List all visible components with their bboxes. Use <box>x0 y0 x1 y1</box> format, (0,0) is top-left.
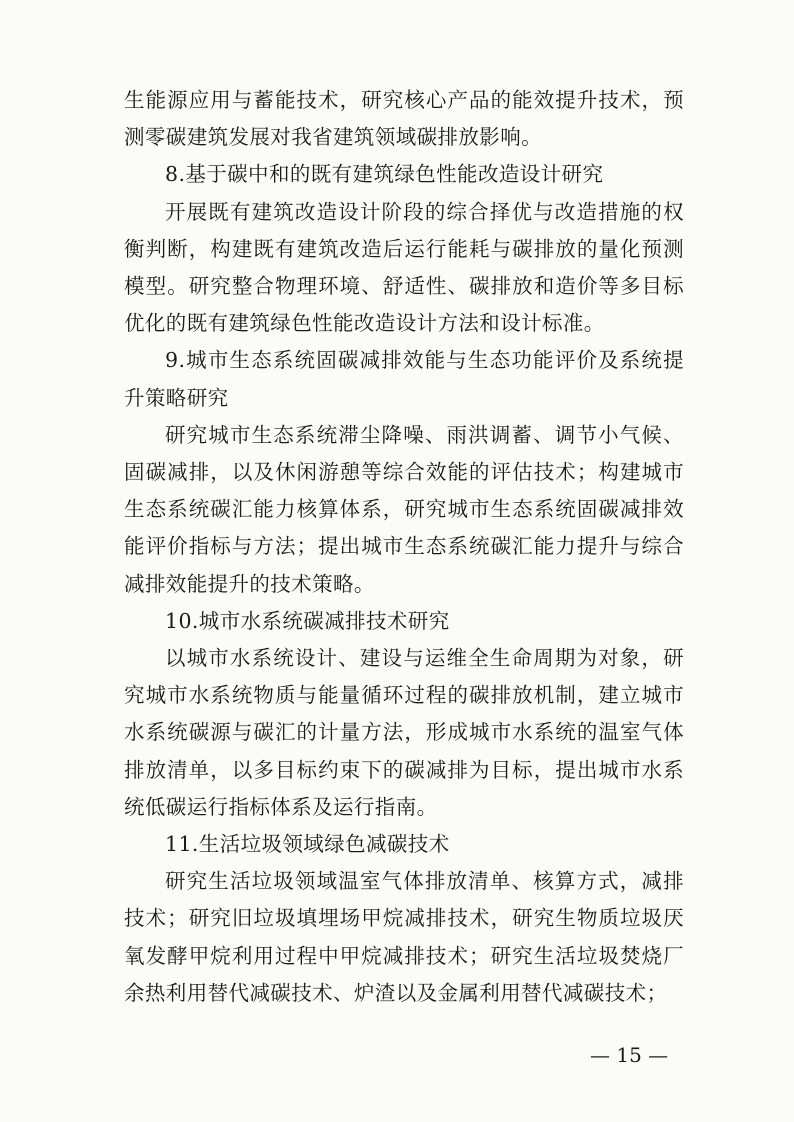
section-heading-8: 8.基于碳中和的既有建筑绿色性能改造设计研究 <box>165 162 604 187</box>
section-heading-11: 11.生活垃圾领域绿色减碳技术 <box>165 832 450 857</box>
paragraph-section-10: 以城市水系统设计、建设与运维全生命周期为对象，研究城市水系统物质与能量循环过程的碳排放机制，建立城市水系统碳源与碳汇的计量方法，形成城市水系统的温室气体排放清单，以多目标约束下的碳减排为目标，提出城市水系统低碳运行指标体系及运行指南。 <box>124 646 684 819</box>
section-heading-10: 10.城市水系统碳减排技术研究 <box>165 608 450 633</box>
section-heading-9: 9.城市生态系统固碳减排效能与生态功能评价及系统提升策略研究 <box>124 348 684 410</box>
document-body <box>124 82 684 1012</box>
paragraph-section-8: 开展既有建筑改造设计阶段的综合择优与改造措施的权衡判断，构建既有建筑改造后运行能耗与碳排放的量化预测模型。研究整合物理环境、舒适性、碳排放和造价等多目标优化的既有建筑绿色性能改造设计方法和设计标准。 <box>124 199 684 336</box>
page-number: — 15 — <box>590 1043 669 1067</box>
paragraph-section-11: 研究生活垃圾领域温室气体排放清单、核算方式，减排技术；研究旧垃圾填埋场甲烷减排技术，研究生物质垃圾厌氧发酵甲烷利用过程中甲烷减排技术；研究生活垃圾焚烧厂余热利用替代减碳技术、炉渣以及金属利用替代减碳技术； <box>124 869 684 1005</box>
paragraph-continuation: 生能源应用与蓄能技术，研究核心产品的能效提升技术，预测零碳建筑发展对我省建筑领域碳排放影响。 <box>124 88 684 150</box>
paragraph-section-9: 研究城市生态系统滞尘降噪、雨洪调蓄、调节小气候、固碳减排，以及休闲游憩等综合效能的评估技术；构建城市生态系统碳汇能力核算体系，研究城市生态系统固碳减排效能评价指标与方法；提出城市生态系统碳汇能力提升与综合减排效能提升的技术策略。 <box>124 422 684 596</box>
